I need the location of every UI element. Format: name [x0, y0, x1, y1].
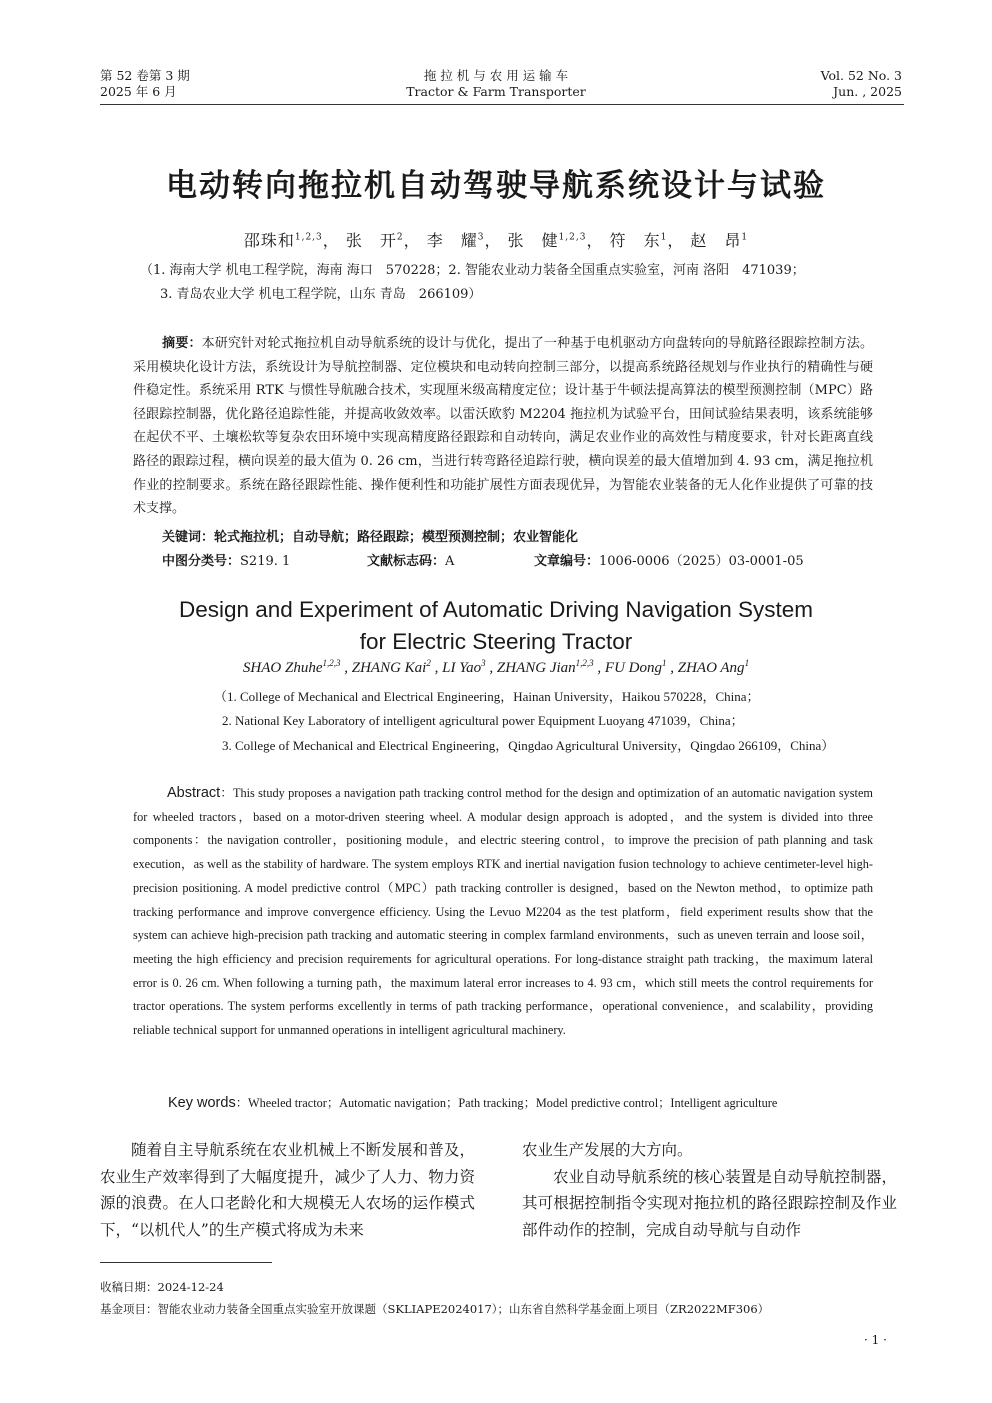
footnote-divider — [100, 1262, 272, 1263]
author-cn: 张 健 — [507, 231, 559, 250]
author-cn: 张 开 — [345, 231, 397, 250]
keywords-cn-label: 关键词： — [162, 530, 215, 545]
doc-code-value: A — [445, 554, 455, 569]
abstract-en — [133, 782, 873, 1043]
author-affil-sup: 2 — [426, 658, 431, 668]
clc-label: 中图分类号： — [162, 554, 241, 569]
body-column-left — [100, 1137, 475, 1243]
author-en: SHAO Zhuhe — [242, 660, 323, 676]
keywords-en-label: Key words — [168, 1095, 236, 1111]
body-column-right — [522, 1137, 897, 1243]
author-affil-sup: 2 — [396, 232, 404, 243]
author-affil-sup: 1,2,3 — [575, 658, 594, 668]
author-en: FU Dong — [604, 660, 662, 676]
abstract-cn-text: 本研究针对轮式拖拉机自动导航系统的设计与优化，提出了一种基于电机驱动方向盘转向的导航路径跟踪控制方法。采用模块化设计方法，系统设计为导航控制器、定位模块和电动转向控制三部分，以提高系统路径规划与作业执行的精确性与硬件稳定性。系统采用 RTK 与惯性导航融合技术，实现厘米级高精度定位；设计基于牛顿法提高算法的模型预测控制（MPC）路径跟踪控制器，优化路径追踪性能，并提高收敛效率。以雷沃欧豹 M2204 拖拉机为试验平台，田间试验结果表明，该系统能够在起伏不平、土壤松软等复杂农田环境中实现高精度路径跟踪和自动转向，满足农业作业的高效性与精度要求，针对长距离直线路径的跟踪过程，横向误差的最大值为 0. 26 cm，当进行转弯路径追踪行驶，横向误差的最大值增加到 4. 93 cm，满足拖拉机作业的控制要求。系统在路径跟踪性能、操作便利性和功能扩展性方面表现优异，为智能农业装备的无人化作业提供了可靠的技术支撑。 — [133, 336, 873, 517]
abstract-en-text: ：This study proposes a navigation path tracking control method for the design and optimization of an automatic navigation system for wheeled tractors，based on a motor-driven steering wheel. A modular design approach is adopted，and the system is divided into three components：the navigation controller，positioning module，and electric steering control，to improve the precision of path planning and task execution，as well as the stability of hardware. The system employs RTK and inertial navigation fusion technology to achieve centimeter-level high-precision positioning. A model predictive control（MPC）path tracking controller is designed，based on the Newton method，to optimize path tracking performance and improve convergence efficiency. Using the Levuo M2204 as the test platform，field experiment results show that the system can achieve high-precision path tracking and automatic steering in complex farmland environments，such as uneven terrain and loose soil，meeting the high efficiency and precision requirements for agricultural operations. For long-distance straight path tracking，the maximum lateral error is 0. 26 cm. When following a turning path，the maximum lateral error increases to 4. 93 cm，which still meets the control requirements for tractor operations. The system performs excellently in terms of path tracking performance，operational convenience，and scalability，providing reliable technical support for unmanned operations in intelligent agricultural machinery. — [133, 786, 873, 1038]
author-cn: 赵 昂 — [690, 231, 742, 250]
author-cn: 邵珠和 — [243, 231, 295, 250]
keywords-cn — [162, 526, 578, 545]
author-affil-sup: 1 — [741, 232, 749, 243]
authors-cn: 邵珠和$^{1,2,3}$， 张 开$^2$， 李 耀$^3$， 张 健$^{1,2,3}$， 符 东$^1$， 赵 昂$^1$ — [243, 231, 749, 250]
author-affil-sup: 1,2,3 — [294, 232, 323, 243]
affiliation-en-line1: （1. College of Mechanical and Electrical Engineering，Hainan University，Haikou 570228，China； — [214, 689, 760, 704]
author-affil-sup: 1,2,3 — [322, 658, 341, 668]
affiliation-en-line2: 2. National Key Laboratory of intelligent agricultural power Equipment Luoyang 471039，China； — [222, 713, 744, 728]
volume-issue-cn: 第 52 卷第 3 期 — [100, 68, 190, 83]
journal-volume-en — [821, 68, 902, 100]
affiliation-cn-line2: 3. 青岛农业大学 机电工程学院，山东 青岛 266109） — [160, 287, 482, 302]
clc-value: S219. 1 — [240, 554, 291, 569]
abstract-cn — [133, 332, 873, 521]
author-cn: 李 耀 — [426, 231, 478, 250]
issue-date-en: Jun. , 2025 — [833, 84, 902, 99]
author-cn: 符 东 — [609, 231, 661, 250]
received-date: 收稿日期：2024-12-24 — [100, 1280, 224, 1294]
keywords-cn-text: 轮式拖拉机；自动导航；路径跟踪；模型预测控制；农业智能化 — [214, 530, 579, 545]
article-no-value: 1006-0006（2025）03-0001-05 — [599, 554, 804, 569]
header-divider — [100, 104, 904, 105]
paper-title-cn: 电动转向拖拉机自动驾驶导航系统设计与试验 — [166, 168, 826, 204]
article-no-label: 文章编号： — [534, 554, 600, 569]
author-en: ZHANG Jian — [496, 660, 576, 676]
abstract-en-label: Abstract — [167, 785, 221, 801]
author-affil-sup: 3 — [481, 658, 486, 668]
journal-name-en: Tractor & Farm Transporter — [406, 84, 586, 99]
author-affil-sup: 1 — [660, 232, 668, 243]
doc-code-label: 文献标志码： — [367, 554, 446, 569]
affiliation-cn-line1: （1. 海南大学 机电工程学院，海南 海口 570228；2. 智能农业动力装备全国重点实验室，河南 洛阳 471039； — [140, 263, 805, 278]
volume-issue-en: Vol. 52 No. 3 — [820, 68, 902, 83]
author-en: LI Yao — [442, 660, 482, 676]
author-affil-sup: 1,2,3 — [558, 232, 587, 243]
author-affil-sup: 1 — [744, 658, 750, 668]
page-number: · 1 · — [864, 1333, 887, 1347]
author-en: ZHAO Ang — [677, 660, 745, 676]
author-en: ZHANG Kai — [351, 660, 427, 676]
journal-name-cn: 拖 拉 机 与 农 用 运 输 车 — [423, 68, 569, 83]
keywords-en — [168, 1093, 777, 1111]
body-paragraph: 农业生产发展的大方向。 — [522, 1141, 693, 1159]
paper-title-en-line2: for Electric Steering Tractor — [359, 629, 633, 654]
affiliation-en-line3: 3. College of Mechanical and Electrical Engineering，Qingdao Agricultural University，Qingdao 266109，China） — [222, 738, 835, 753]
paper-title-en-line1: Design and Experiment of Automatic Driving Navigation System — [178, 597, 814, 622]
author-affil-sup: 3 — [477, 232, 485, 243]
issue-date-cn: 2025 年 6 月 — [100, 84, 177, 99]
abstract-cn-label: 摘要： — [162, 336, 202, 351]
author-affil-sup: 1 — [662, 658, 667, 668]
keywords-en-text: ：Wheeled tractor；Automatic navigation；Path tracking；Model predictive control；Intelligent agriculture — [235, 1096, 778, 1110]
authors-en: SHAO Zhuhe$^{1,2,3}$ , ZHANG Kai$^2$ , LI Yao$^3$ , ZHANG Jian$^{1,2,3}$ , FU Dong$^1$ , ZHAO Ang$^1$ — [242, 658, 750, 676]
paper-title-en — [0, 594, 992, 658]
body-paragraph: 农业自动导航系统的核心装置是自动导航控制器，其可根据控制指令实现对拖拉机的路径跟踪控制及作业部件动作的控制，完成自动导航与自动作 — [522, 1167, 897, 1239]
fund-info: 基金项目：智能农业动力装备全国重点实验室开放课题（SKLIAPE2024017）；山东省自然科学基金面上项目（ZR2022MF306） — [100, 1302, 770, 1316]
classification-row — [162, 550, 873, 569]
body-paragraph: 随着自主导航系统在农业机械上不断发展和普及，农业生产效率得到了大幅度提升，减少了人力、物力资源的浪费。在人口老龄化和大规模无人农场的运作模式下，“以机代人”的生产模式将成为未来 — [100, 1141, 475, 1239]
